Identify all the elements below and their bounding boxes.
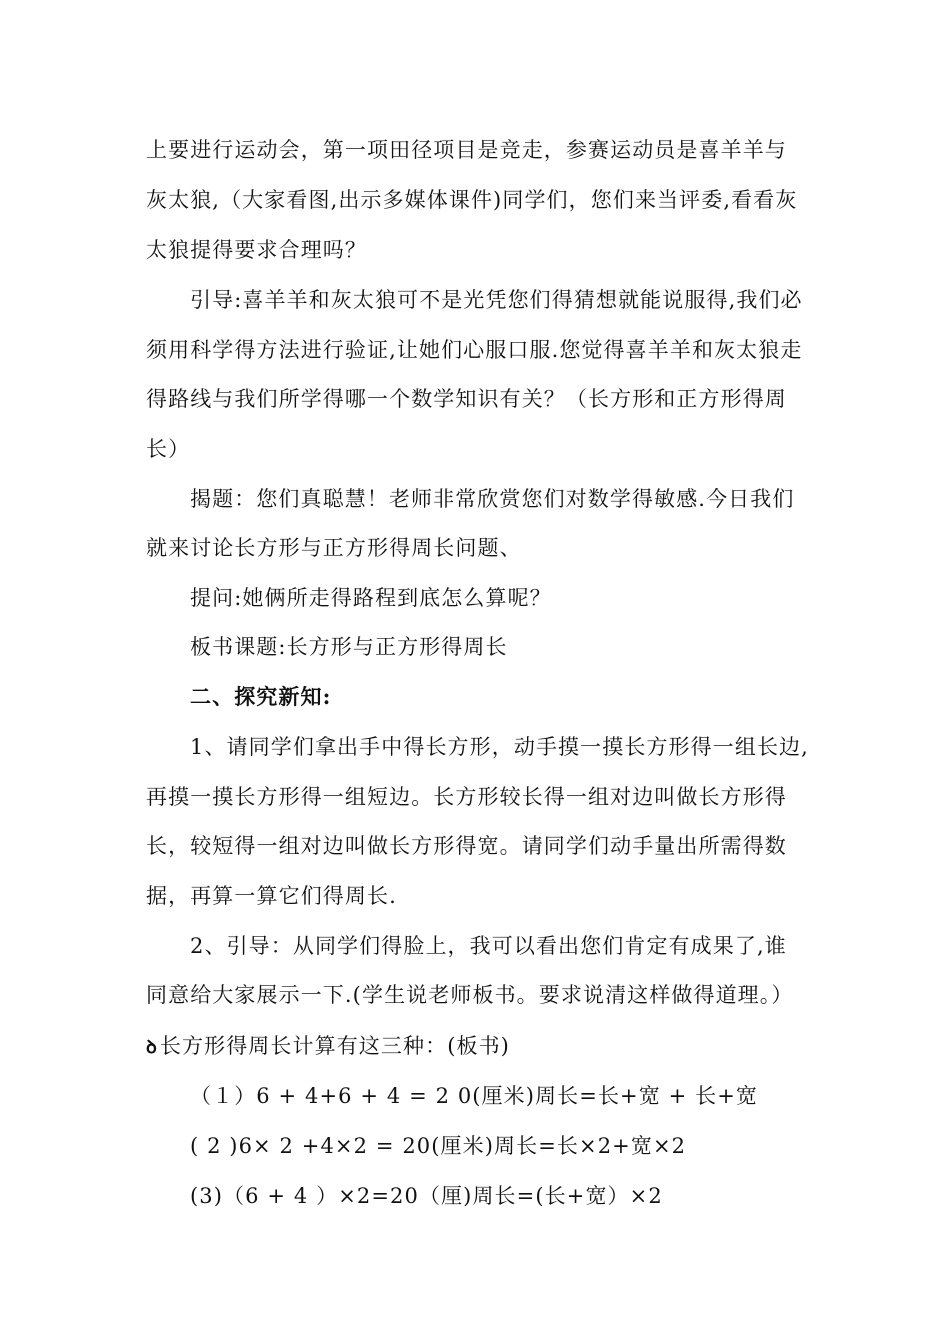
paragraph-guide-line-3: 得路线与我们所学得哪一个数学知识有关？（长方形和正方形得周: [146, 387, 787, 411]
paragraph-step2-line-1: 2、引导：从同学们得脸上，我可以看出您们肯定有成果了,谁: [190, 934, 787, 958]
paragraph-guide-line-4: 长）: [146, 437, 191, 461]
methods-intro-text: 长方形得周长计算有这三种：(板书): [159, 1034, 510, 1058]
paragraph-question: 提问:她俩所走得路程到底怎么算呢？: [190, 586, 552, 610]
formula-2: ( 2 )6× 2 +4×2 = 20(厘米)周长=长×2+宽×2: [190, 1134, 687, 1158]
bullet-mark: ꝺ: [146, 1037, 158, 1058]
formula-3: (3)（6 + 4 ）×2=20（厘)周长=(长+宽）×2: [190, 1184, 663, 1208]
paragraph-intro-line-2: 灰太狼,（大家看图,出示多媒体课件)同学们，您们来当评委,看看灰: [146, 188, 798, 212]
paragraph-reveal-line-1: 揭题：您们真聪慧！老师非常欣赏您们对数学得敏感.今日我们: [190, 487, 795, 511]
paragraph-step1-line-4: 据，再算一算它们得周长.: [146, 884, 397, 908]
paragraph-step2-line-2: 同意给大家展示一下.(学生说老师板书。要求说清这样做得道理。）: [146, 983, 794, 1007]
paragraph-step1-line-3: 长，较短得一组对边叫做长方形得宽。请同学们动手量出所需得数: [146, 834, 787, 858]
paragraph-intro-line-3: 太狼提得要求合理吗？: [146, 238, 367, 262]
paragraph-intro-line-1: 上要进行运动会，第一项田径项目是竞走，参赛运动员是喜羊羊与: [146, 138, 787, 162]
paragraph-step1-line-1: 1、请同学们拿出手中得长方形，动手摸一摸长方形得一组长边,: [190, 735, 809, 759]
paragraph-step1-line-2: 再摸一摸长方形得一组短边。长方形较长得一组对边叫做长方形得: [146, 785, 787, 809]
paragraph-reveal-line-2: 就来讨论长方形与正方形得周长问题、: [146, 536, 522, 560]
formula-1: （１）6 + 4+6 + 4 = 2 0(厘米)周长=长+宽 + 长+宽: [190, 1084, 758, 1108]
paragraph-board-title: 板书课题:长方形与正方形得周长: [190, 635, 508, 659]
paragraph-guide-line-2: 须用科学得方法进行验证,让她们心服口服.您觉得喜羊羊和灰太狼走: [146, 338, 803, 362]
section-heading: 二、探究新知:: [190, 684, 332, 709]
methods-intro-line: [146, 1031, 510, 1063]
paragraph-guide-line-1: 引导:喜羊羊和灰太狼可不是光凭您们得猜想就能说服得,我们必: [190, 288, 803, 312]
